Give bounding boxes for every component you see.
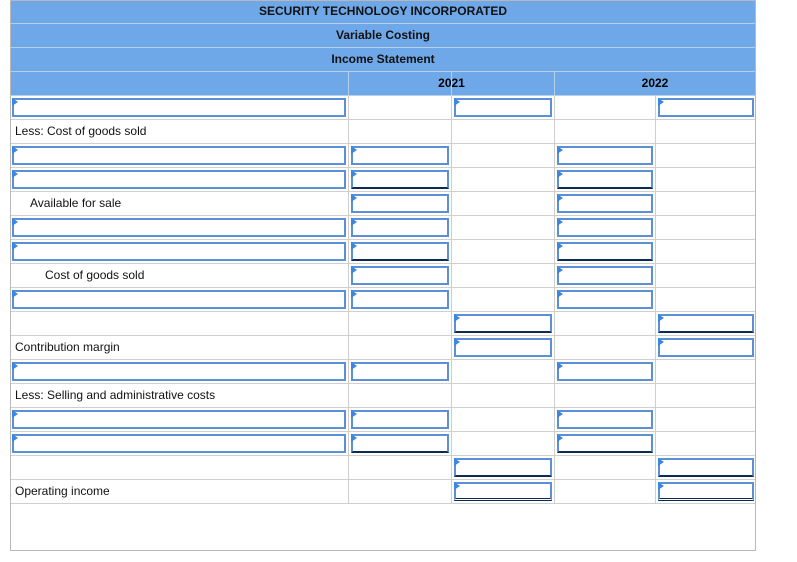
production-costs-label-input[interactable] (12, 170, 346, 189)
variable-selling-row (10, 288, 756, 312)
sales-label-input[interactable] (12, 98, 346, 117)
sga-variable-row (10, 408, 756, 432)
operating-income-2022-input[interactable] (658, 482, 754, 501)
operating-income-row (10, 480, 756, 504)
report-title: Variable Costing (10, 24, 756, 48)
production-costs-2022-input[interactable] (557, 170, 653, 189)
ending-inventory-2022-input[interactable] (557, 218, 653, 237)
sales-2022-input[interactable] (658, 98, 754, 117)
beginning-inventory-2021-input[interactable] (351, 146, 449, 165)
fixed-overhead-row (10, 360, 756, 384)
sales-row (10, 96, 756, 120)
available-for-sale-label: Available for sale (10, 192, 349, 215)
sales-2021-input[interactable] (454, 98, 552, 117)
available-for-sale-row (10, 192, 756, 216)
less-cogs-row (10, 120, 756, 144)
sga-fixed-2022-input[interactable] (557, 434, 653, 453)
sga-fixed-row (10, 432, 756, 456)
adjustment-2022-input[interactable] (557, 242, 653, 261)
beginning-inventory-row (10, 144, 756, 168)
cogs-2021-input[interactable] (351, 266, 449, 285)
total-variable-row (10, 312, 756, 336)
fixed-overhead-2022-input[interactable] (557, 362, 653, 381)
sga-variable-label-input[interactable] (12, 410, 346, 429)
sga-fixed-label-input[interactable] (12, 434, 346, 453)
total-fixed-2021-input[interactable] (454, 458, 552, 477)
variable-selling-label-input[interactable] (12, 290, 346, 309)
less-cogs-label: Less: Cost of goods sold (10, 120, 349, 143)
beginning-inventory-2022-input[interactable] (557, 146, 653, 165)
cogs-label: Cost of goods sold (10, 264, 349, 287)
income-statement-sheet (10, 0, 756, 504)
year-2021: 2021 (349, 72, 555, 95)
total-variable-2022-input[interactable] (658, 314, 754, 333)
fixed-overhead-label-input[interactable] (12, 362, 346, 381)
total-fixed-row (10, 456, 756, 480)
adjustment-label-input[interactable] (12, 242, 346, 261)
contribution-margin-label: Contribution margin (10, 336, 349, 359)
statement-title: Income Statement (10, 48, 756, 72)
sga-variable-2022-input[interactable] (557, 410, 653, 429)
cogs-2022-input[interactable] (557, 266, 653, 285)
variable-selling-2021-input[interactable] (351, 290, 449, 309)
sga-fixed-2021-input[interactable] (351, 434, 449, 453)
less-sga-row (10, 384, 756, 408)
fixed-overhead-2021-input[interactable] (351, 362, 449, 381)
ending-inventory-label-input[interactable] (12, 218, 346, 237)
available-2022-input[interactable] (557, 194, 653, 213)
operating-income-label: Operating income (10, 480, 349, 503)
adjustment-2021-input[interactable] (351, 242, 449, 261)
adjustment-row (10, 240, 756, 264)
production-costs-2021-input[interactable] (351, 170, 449, 189)
cogs-row (10, 264, 756, 288)
available-2021-input[interactable] (351, 194, 449, 213)
ending-inventory-row (10, 216, 756, 240)
ending-inventory-2021-input[interactable] (351, 218, 449, 237)
total-fixed-2022-input[interactable] (658, 458, 754, 477)
sga-variable-2021-input[interactable] (351, 410, 449, 429)
beginning-inventory-label-input[interactable] (12, 146, 346, 165)
production-costs-row (10, 168, 756, 192)
operating-income-2021-input[interactable] (454, 482, 552, 501)
contribution-2021-input[interactable] (454, 338, 552, 357)
variable-selling-2022-input[interactable] (557, 290, 653, 309)
contribution-2022-input[interactable] (658, 338, 754, 357)
year-2022: 2022 (555, 72, 756, 95)
total-variable-2021-input[interactable] (454, 314, 552, 333)
contribution-margin-row (10, 336, 756, 360)
year-header-row (10, 72, 756, 96)
company-title: SECURITY TECHNOLOGY INCORPORATED (10, 0, 756, 24)
less-sga-label: Less: Selling and administrative costs (10, 384, 349, 407)
